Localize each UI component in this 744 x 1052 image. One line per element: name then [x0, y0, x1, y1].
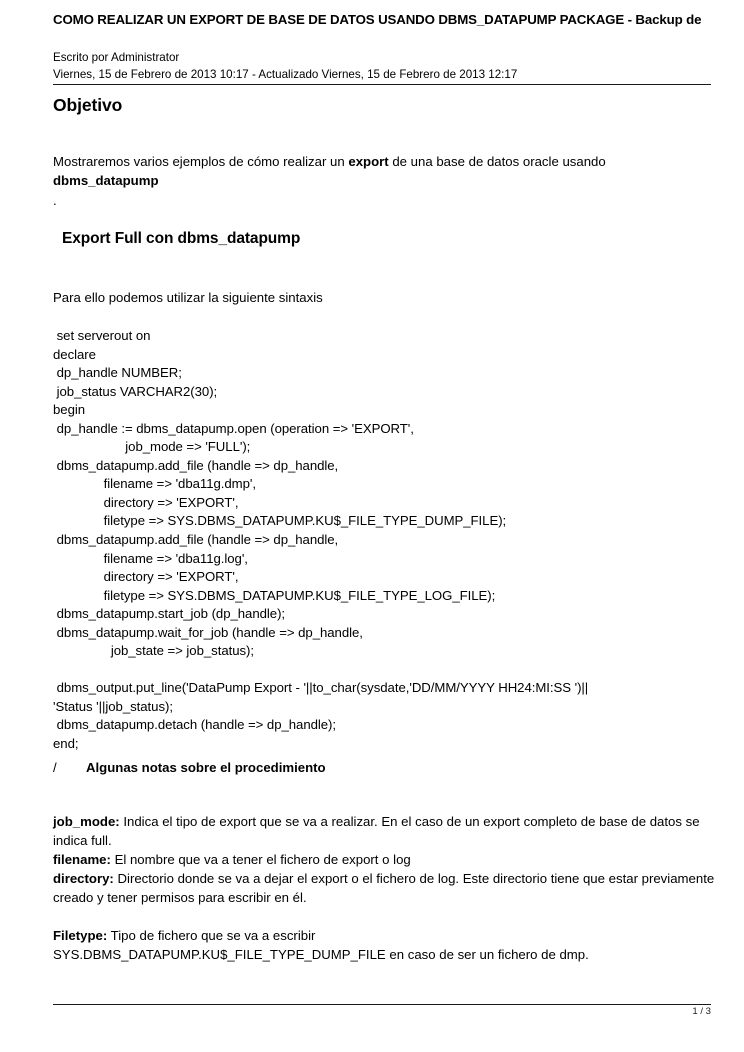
- notes-list: [53, 812, 718, 907]
- code-line: dbms_datapump.detach (handle => dp_handle);: [53, 717, 337, 733]
- heading-objetivo: Objetivo: [53, 95, 123, 115]
- notes-heading: [53, 758, 326, 777]
- notes-list-tail: [53, 926, 733, 964]
- slash-terminator: /: [53, 760, 57, 775]
- page-title: COMO REALIZAR UN EXPORT DE BASE DE DATOS USANDO DBMS_DATAPUMP PACKAGE - Backup de: [53, 12, 702, 27]
- code-line: filename => 'dba11g.log',: [53, 550, 248, 566]
- note-item: [53, 945, 733, 964]
- code-line: set serverout on: [53, 328, 151, 343]
- code-line: [53, 661, 733, 680]
- code-line: dbms_datapump.add_file (handle => dp_handle,: [53, 457, 339, 473]
- intro-paragraph: [53, 152, 713, 190]
- byline: [53, 49, 517, 83]
- note-text: Indica el tipo de export que se va a realizar. En el caso de un export completo de base de datos se indica full.: [53, 814, 700, 849]
- footer-divider: [53, 1004, 711, 1005]
- note-item: [53, 850, 718, 869]
- intro-text-1: Mostraremos varios ejemplos de cómo realizar un: [53, 154, 349, 169]
- page-number: 1 / 3: [692, 1006, 711, 1017]
- note-item: [53, 869, 718, 907]
- note-text: Tipo de fichero que se va a escribir: [107, 928, 316, 943]
- code-line: directory => 'EXPORT',: [53, 569, 239, 585]
- intro-text-2: de una base de datos oracle usando: [388, 154, 606, 169]
- note-text: Directorio donde se va a dejar el export o el fichero de log. Este directorio tiene que estar previamente creado y tener permisos para escribir en él.: [53, 871, 715, 906]
- code-line: filetype => SYS.DBMS_DATAPUMP.KU$_FILE_TYPE_DUMP_FILE);: [53, 513, 507, 529]
- notes-heading-title: Algunas notas sobre el procedimiento: [85, 760, 326, 775]
- code-line: begin: [53, 402, 86, 418]
- code-line: end;: [53, 736, 79, 752]
- header-divider: [53, 84, 711, 85]
- code-line: declare: [53, 346, 96, 362]
- sintaxis-paragraph: Para ello podemos utilizar la siguiente sintaxis: [53, 290, 323, 305]
- code-line: filetype => SYS.DBMS_DATAPUMP.KU$_FILE_TYPE_LOG_FILE);: [53, 587, 496, 603]
- code-line: job_state => job_status);: [53, 643, 255, 659]
- code-line: directory => 'EXPORT',: [53, 494, 239, 510]
- note-term: job_mode:: [53, 814, 120, 829]
- code-line: dp_handle := dbms_datapump.open (operation => 'EXPORT',: [53, 420, 414, 436]
- note-term: filename:: [53, 852, 111, 868]
- code-block: [53, 327, 733, 754]
- note-term: Filetype:: [53, 928, 108, 943]
- note-item: [53, 812, 718, 850]
- code-line: 'Status '||job_status);: [53, 698, 173, 714]
- code-line: dbms_datapump.add_file (handle => dp_handle,: [53, 532, 339, 548]
- note-item: [53, 926, 733, 945]
- notes-heading-spacer: [57, 760, 86, 775]
- heading-export-full: Export Full con dbms_datapump: [62, 230, 301, 247]
- code-line: dbms_datapump.wait_for_job (handle => dp_handle,: [53, 624, 363, 640]
- note-term: directory:: [53, 871, 114, 887]
- note-text: El nombre que va a tener el fichero de export o log: [110, 852, 411, 868]
- code-line: dbms_output.put_line('DataPump Export - '||to_char(sysdate,'DD/MM/YYYY HH24:MI:SS ')||: [53, 680, 589, 696]
- byline-author: Escrito por Administrator: [53, 51, 180, 64]
- intro-trailing-dot: .: [53, 193, 57, 208]
- intro-bold-export: export: [348, 154, 389, 169]
- byline-date: Viernes, 15 de Febrero de 2013 10:17 - Actualizado Viernes, 15 de Febrero de 2013 12:17: [53, 68, 518, 81]
- code-line: filename => 'dba11g.dmp',: [53, 476, 256, 492]
- code-line: dbms_datapump.start_job (dp_handle);: [53, 606, 286, 622]
- intro-bold-dbmsdatapump: dbms_datapump: [53, 173, 159, 188]
- code-line: job_mode => 'FULL');: [53, 439, 251, 455]
- note-text: SYS.DBMS_DATAPUMP.KU$_FILE_TYPE_DUMP_FILE en caso de ser un fichero de dmp.: [53, 947, 589, 963]
- code-line: dp_handle NUMBER;: [53, 365, 182, 381]
- code-line: job_status VARCHAR2(30);: [53, 383, 218, 399]
